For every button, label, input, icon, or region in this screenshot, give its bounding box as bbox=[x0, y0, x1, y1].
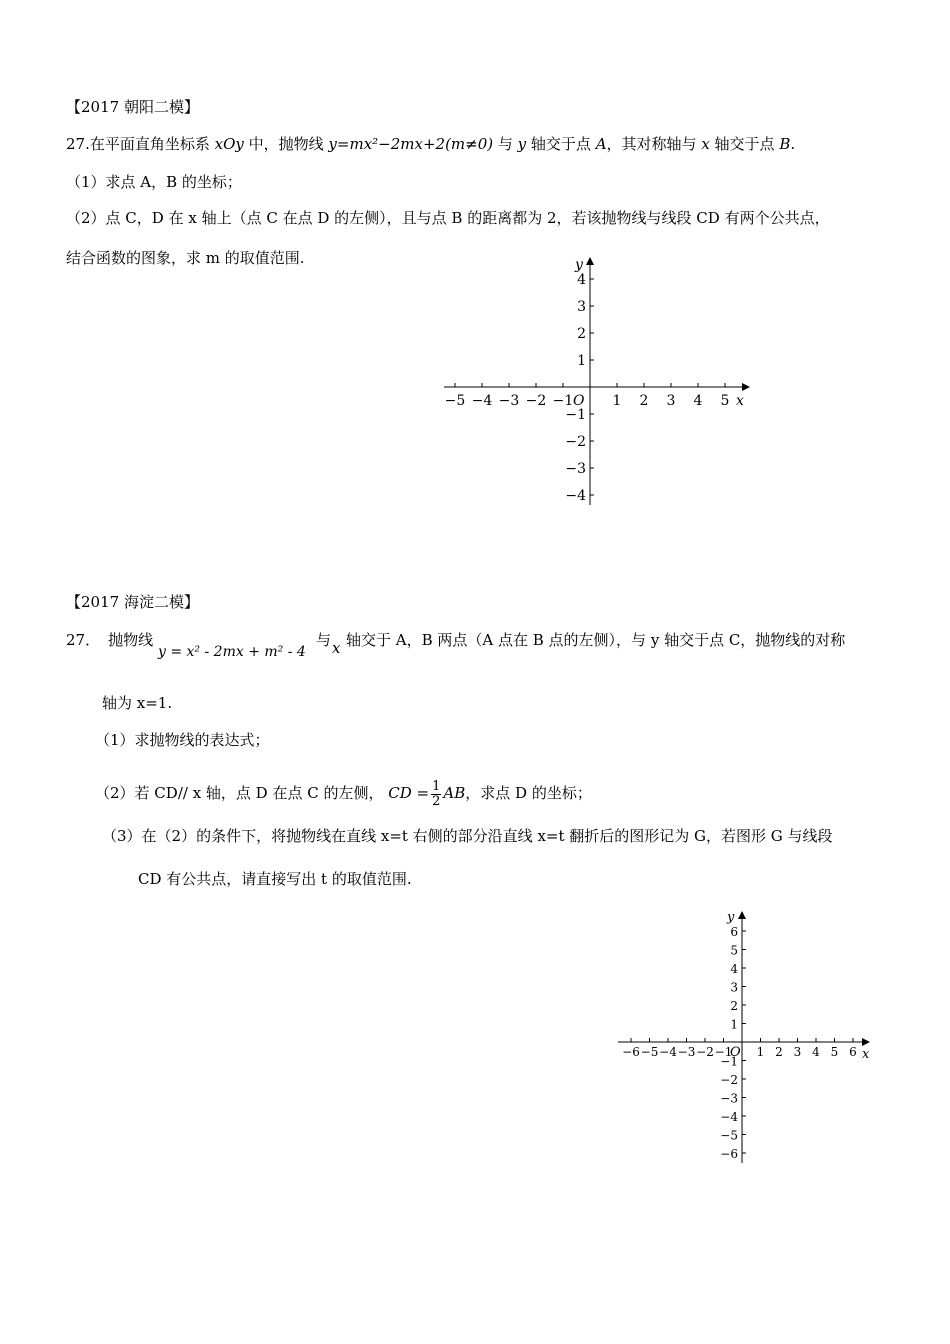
problem2-source: 【2017 海淀二模】 bbox=[66, 593, 199, 611]
problem2-coordinate-axes bbox=[610, 905, 880, 1170]
x-tick-label: 4 bbox=[693, 393, 703, 409]
y-tick-label: −6 bbox=[720, 1147, 738, 1161]
x-tick-label: −2 bbox=[696, 1045, 714, 1059]
x-tick-label: −2 bbox=[525, 393, 547, 409]
y-tick-label: 3 bbox=[730, 980, 738, 995]
problem1-coordinate-axes bbox=[430, 255, 760, 515]
problem2-equation: y = x² - 2mx + m² - 4 bbox=[158, 644, 306, 660]
y-tick-label: 4 bbox=[730, 962, 738, 976]
problem2-stem-text2: 轴交于 A，B 两点（A 点在 B 点的左侧），与 y 轴交于点 C，抛物线的对称 bbox=[346, 631, 846, 649]
y-tick-label: −4 bbox=[565, 488, 586, 504]
y-tick-label: 2 bbox=[577, 326, 586, 342]
fraction-numerator: 1 bbox=[432, 778, 441, 794]
x-tick-label: −3 bbox=[677, 1045, 696, 1059]
y-tick-label: −4 bbox=[720, 1110, 738, 1124]
y-tick-label: −2 bbox=[565, 434, 586, 450]
problem1-stem bbox=[66, 134, 795, 154]
x-tick-label: −5 bbox=[640, 1045, 659, 1059]
problem1-stem-text: 在平面直角坐标系 bbox=[89, 135, 215, 153]
y-axis-arrow bbox=[738, 911, 746, 919]
problem1-number: 27. bbox=[66, 135, 90, 153]
problem2-ab: AB bbox=[443, 784, 466, 802]
x-axis-arrow bbox=[742, 383, 750, 391]
problem2-stem-text: 与 bbox=[316, 631, 332, 649]
problem2-stem bbox=[66, 630, 153, 650]
y-tick-label: −1 bbox=[565, 407, 586, 423]
x-tick-label: −1 bbox=[552, 393, 574, 409]
problem2-stem-text: 抛物线 bbox=[108, 631, 154, 649]
problem2-part3-line1: （3）在（2）的条件下，将抛物线在直线 x=t 右侧的部分沿直线 x=t 翻折后的图形记为 G，若图形 G 与线段 bbox=[102, 827, 833, 845]
problem1-stem-text: ，其对称轴与 bbox=[606, 135, 702, 153]
problem2-stem-line2: 轴为 x=1. bbox=[102, 694, 173, 712]
problem2-part3-line2: CD 有公共点，请直接写出 t 的取值范围. bbox=[138, 870, 412, 888]
x-tick-label: −6 bbox=[622, 1045, 640, 1059]
y-tick-label: −3 bbox=[720, 1091, 738, 1106]
x-tick-label: 1 bbox=[612, 393, 622, 409]
problem2-stem-rest bbox=[316, 630, 331, 650]
y-tick-label: 2 bbox=[730, 999, 738, 1013]
problem1-stem-text: 轴交于点 bbox=[709, 135, 780, 153]
x-tick-label: 2 bbox=[775, 1045, 783, 1059]
problem1-stem-text: 与 bbox=[493, 135, 518, 153]
y-tick-label: −3 bbox=[565, 461, 586, 477]
x-tick-label: −4 bbox=[659, 1045, 677, 1059]
y-tick-label: 5 bbox=[730, 943, 738, 958]
origin-label: O bbox=[573, 393, 585, 409]
x-axis-arrow bbox=[862, 1038, 870, 1046]
x-tick-label: 3 bbox=[666, 393, 676, 409]
x-tick-label: 2 bbox=[639, 393, 649, 409]
problem2-part1: （1）求抛物线的表达式； bbox=[95, 731, 270, 749]
x-tick-label: −3 bbox=[498, 393, 520, 409]
problem2-number: 27． bbox=[66, 631, 101, 649]
y-tick-label: −5 bbox=[720, 1128, 738, 1143]
x-tick-label: 5 bbox=[720, 393, 730, 409]
problem1-point-b: B bbox=[779, 135, 791, 153]
problem1-part2-line1: （2）点 C，D 在 x 轴上（点 C 在点 D 的左侧），且与点 B 的距离都为 2，若该抛物线与线段 CD 有两个公共点， bbox=[66, 209, 830, 227]
y-tick-label: −2 bbox=[720, 1073, 738, 1087]
problem1-stem-text: 中，抛物线 bbox=[243, 135, 329, 153]
x-tick-label: −4 bbox=[471, 393, 493, 409]
y-tick-label: 1 bbox=[730, 1017, 738, 1032]
x-axis-label: x bbox=[736, 393, 744, 409]
problem2-part2 bbox=[95, 775, 592, 811]
x-tick-label: 6 bbox=[849, 1045, 857, 1059]
x-tick-label: 1 bbox=[756, 1045, 765, 1059]
problem2-part2-text: ，求点 D 的坐标； bbox=[465, 784, 592, 802]
problem2-cd: CD = bbox=[388, 784, 430, 802]
x-tick-label: 5 bbox=[830, 1045, 839, 1059]
y-tick-label: 3 bbox=[577, 299, 586, 315]
y-tick-label: 6 bbox=[730, 925, 738, 939]
problem2-x: x bbox=[332, 639, 341, 657]
problem1-part2-line2: 结合函数的图象，求 m 的取值范围. bbox=[66, 249, 305, 267]
y-tick-label: 4 bbox=[577, 272, 586, 288]
y-axis-label: y bbox=[575, 257, 583, 273]
x-axis-label: x bbox=[862, 1047, 870, 1062]
problem1-xoy: xOy bbox=[214, 135, 244, 153]
origin-label: O bbox=[730, 1045, 741, 1060]
y-tick-label: 1 bbox=[577, 353, 586, 369]
y-tick-label: −1 bbox=[720, 1054, 738, 1069]
problem1-stem-text: 轴交于点 bbox=[526, 135, 596, 153]
x-tick-label: −5 bbox=[444, 393, 466, 409]
y-axis-arrow bbox=[586, 257, 594, 265]
problem1-source: 【2017 朝阳二模】 bbox=[66, 98, 199, 116]
problem1-equation: y=mx²−2mx+2(m≠0) bbox=[328, 135, 494, 153]
x-tick-label: −1 bbox=[714, 1045, 733, 1059]
problem1-point-a: A bbox=[595, 135, 607, 153]
problem1-stem-text: . bbox=[790, 135, 796, 153]
problem1-y: y bbox=[517, 135, 527, 153]
y-axis-label: y bbox=[727, 910, 735, 925]
problem2-part2-text: （2）若 CD// x 轴，点 D 在点 C 的左侧， bbox=[95, 784, 384, 802]
problem1-part1: （1）求点 A，B 的坐标； bbox=[66, 173, 242, 191]
fraction-one-half bbox=[431, 780, 441, 809]
fraction-denominator: 2 bbox=[432, 793, 441, 809]
problem1-x: x bbox=[701, 135, 710, 153]
x-tick-label: 4 bbox=[812, 1045, 820, 1059]
x-tick-label: 3 bbox=[793, 1045, 802, 1059]
